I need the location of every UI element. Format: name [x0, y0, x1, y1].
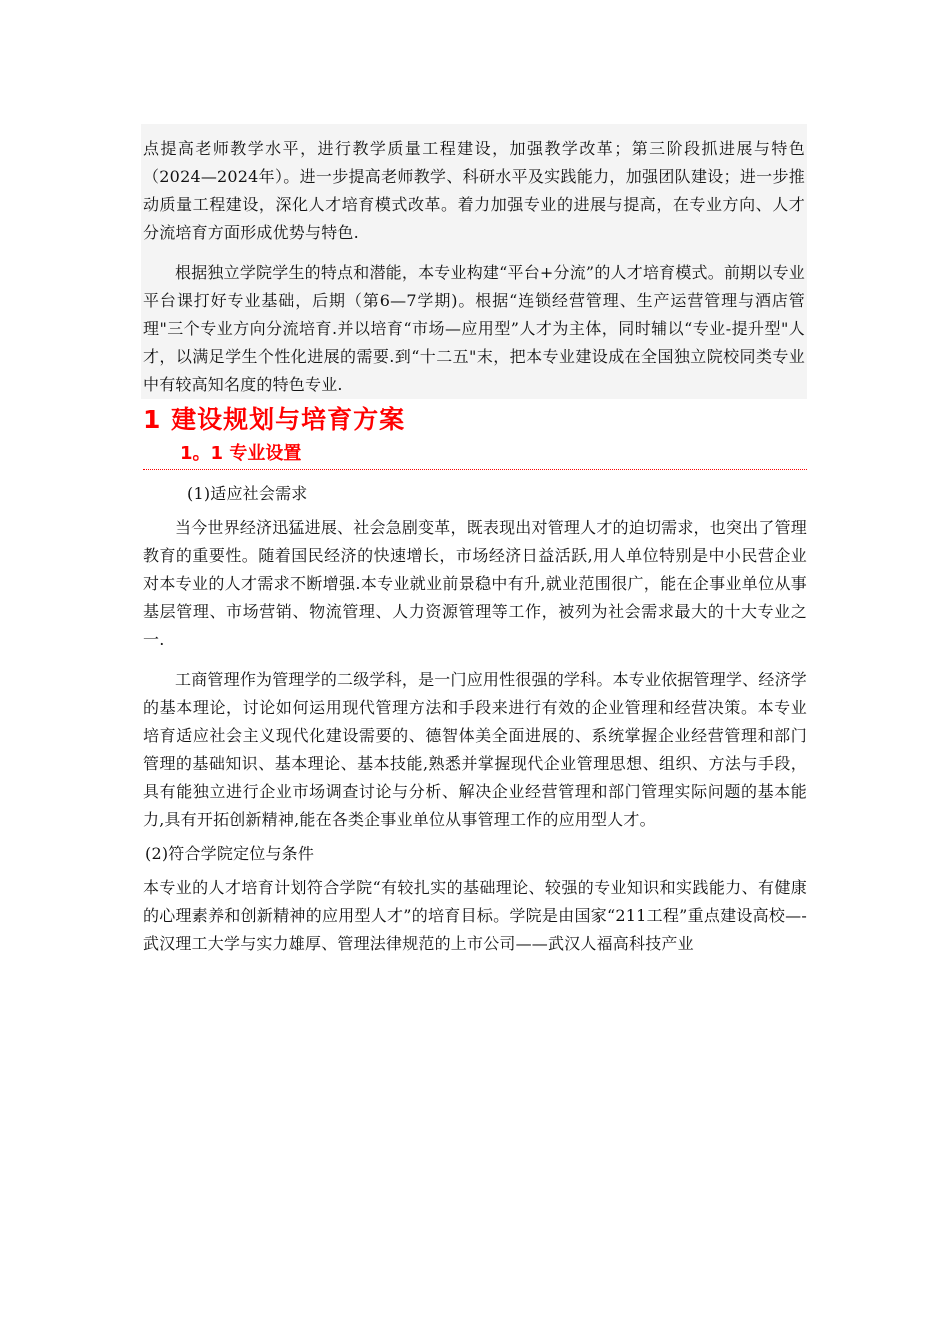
subsection-1-paragraph-2: 工商管理作为管理学的二级学科，是一门应用性很强的学科。本专业依据管理学、经济学的基本理论，讨论如何运用现代管理方法和手段来进行有效的企业管理和经营决策。本专业培育适应社会主义现代化建设需要的、德智体美全面进展的、系统掌握企业经营管理和部门管理的基础知识、基本理论、基本技能,熟悉并掌握现代企业管理思想、组织、方法与手段，具有能独立进行企业市场调查讨论与分析、解决企业经营管理和部门管理实际问题的基本能力,具有开拓创新精神,能在各类企事业单位从事管理工作的应用型人才。	[143, 670, 807, 829]
intro-paragraph-2: 根据独立学院学生的特点和潜能，本专业构建“平台+分流”的人才培育模式。前期以专业平台课打好专业基础，后期（第6—7学期)。根据“连锁经营管理、生产运营管理与酒店管理"三个专业方向分流培育.并以培育“市场—应用型”人才为主体，同时辅以“专业-提升型"人才，以满足学生个性化进展的需要.到“十二五"末，把本专业建设成在全国独立院校同类专业中有较高知名度的特色专业.	[143, 263, 805, 394]
intro-paragraph-1: 点提高老师教学水平，进行教学质量工程建设，加强教学改革；第三阶段抓进展与特色（2024—2024年）。进一步提高老师教学、科研水平及实践能力，加强团队建设；进一步推动质量工程建设，深化人才培育模式改革。着力加强专业的进展与提高，在专业方向、人才分流培育方面形成优势与特色.	[143, 139, 805, 242]
section-heading-1-1: 1。1 专业设置	[143, 439, 807, 470]
subsection-2-paragraph-1: 本专业的人才培育计划符合学院“有较扎实的基础理论、较强的专业知识和实践能力、有健康的心理素养和创新精神的应用型人才”的培育目标。学院是由国家“211工程”重点建设高校—-武汉理工大学与实力雄厚、管理法律规范的上市公司——武汉人福高科技产业	[143, 878, 807, 953]
section-heading-1: 1 建设规划与培育方案	[143, 405, 406, 434]
subsection-1-paragraph-1: 当今世界经济迅猛进展、社会急剧变革，既表现出对管理人才的迫切需求，也突出了管理教育的重要性。随着国民经济的快速增长，市场经济日益活跃,用人单位特别是中小民营企业对本专业的人才需求不断增强.本专业就业前景稳中有升,就业范围很广，能在企事业单位从事基层管理、市场营销、物流管理、人力资源管理等工作，被列为社会需求最大的十大专业之一.	[143, 518, 807, 649]
subsection-label-2: (2)符合学院定位与条件	[145, 844, 315, 863]
subsection-label-1: (1)适应社会需求	[187, 484, 308, 503]
intro-section	[141, 124, 807, 399]
document-page	[143, 124, 807, 958]
